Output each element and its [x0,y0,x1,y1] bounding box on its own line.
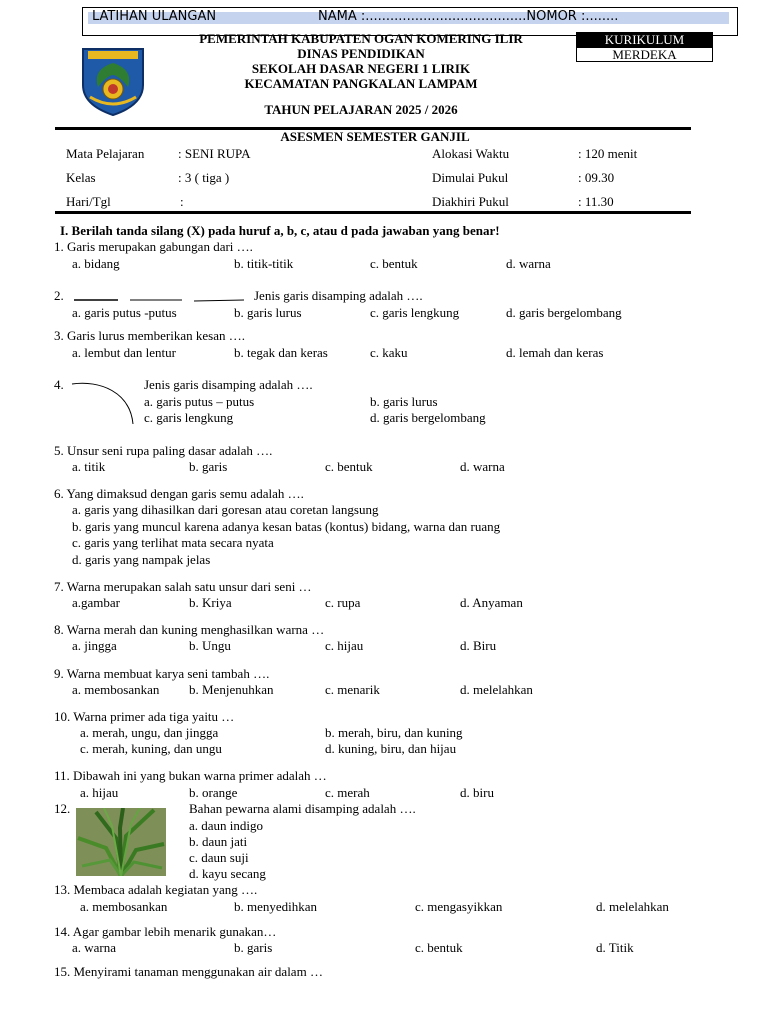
kelas-value: : 3 ( tiga ) [178,170,230,185]
header-line-4: KECAMATAN PANGKALAN LAMPAM [244,76,478,91]
nama-nomor-field[interactable]: NAMA :.......................................NOMOR :........ [318,9,619,24]
q4-option-d[interactable]: d. garis bergelombang [370,410,486,425]
q1-option-c[interactable]: c. bentuk [370,256,418,271]
q14-option-b[interactable]: b. garis [234,940,273,955]
question-4: Jenis garis disamping adalah …. [144,377,313,392]
q3-option-a[interactable]: a. lembut dan lentur [72,345,176,360]
q11-option-b[interactable]: b. orange [189,785,238,800]
q5-option-a[interactable]: a. titik [72,459,106,474]
q10-option-d[interactable]: d. kuning, biru, dan hijau [325,741,457,756]
question-10: 10. Warna primer ada tiga yaitu … [54,709,235,724]
mulai-label: Dimulai Pukul [432,170,509,185]
question-4-number: 4. [54,377,64,392]
q9-option-d[interactable]: d. melelahkan [460,682,533,697]
q5-option-b[interactable]: b. garis [189,459,228,474]
school-year: TAHUN PELAJARAN 2025 / 2026 [264,102,458,117]
info-divider [55,211,691,214]
question-14: 14. Agar gambar lebih menarik gunakan… [54,924,277,939]
question-7: 7. Warna merupakan salah satu unsur dari seni … [54,579,312,594]
q9-option-b[interactable]: b. Menjenuhkan [189,682,274,697]
q3-option-c[interactable]: c. kaku [370,345,408,360]
q12-option-d[interactable]: d. kayu secang [189,866,266,881]
question-15: 15. Menyirami tanaman menggunakan air dalam … [54,964,323,979]
q6-option-b[interactable]: b. garis yang muncul karena adanya kesan batas (kontus) bidang, warna dan ruang [72,519,501,534]
q1-option-d[interactable]: d. warna [506,256,551,271]
q6-option-a[interactable]: a. garis yang dihasilkan dari goresan atau coretan langsung [72,502,379,517]
q10-option-a[interactable]: a. merah, ungu, dan jingga [80,725,219,740]
q12-option-c[interactable]: c. daun suji [189,850,249,865]
question-8: 8. Warna merah dan kuning menghasilkan warna … [54,622,325,637]
q1-option-a[interactable]: a. bidang [72,256,120,271]
question-2-number: 2. [54,288,64,303]
q7-option-a[interactable]: a.gambar [72,595,121,610]
q9-option-a[interactable]: a. membosankan [72,682,160,697]
exam-title: ASESMEN SEMESTER GANJIL [280,129,470,144]
q4-option-b[interactable]: b. garis lurus [370,394,438,409]
q13-option-c[interactable]: c. mengasyikkan [415,899,503,914]
q14-option-a[interactable]: a. warna [72,940,117,955]
merdeka-badge: MERDEKA [576,47,713,62]
question-5: 5. Unsur seni rupa paling dasar adalah …. [54,443,273,458]
q5-option-c[interactable]: c. bentuk [325,459,373,474]
question-6: 6. Yang dimaksud dengan garis semu adalah …. [54,486,304,501]
mapel-label: Mata Pelajaran [66,146,145,161]
header-line-2: DINAS PENDIDIKAN [297,46,425,61]
q8-option-d[interactable]: d. Biru [460,638,497,653]
q13-option-d[interactable]: d. melelahkan [596,899,669,914]
q4-option-c[interactable]: c. garis lengkung [144,410,234,425]
q2-option-c[interactable]: c. garis lengkung [370,305,460,320]
waktu-label: Alokasi Waktu [432,146,510,161]
q10-option-b[interactable]: b. merah, biru, dan kuning [325,725,463,740]
q3-option-d[interactable]: d. lemah dan keras [506,345,604,360]
question-12-number: 12. [54,801,71,816]
line-samples-illustration [72,290,252,302]
question-11: 11. Dibawah ini yang bukan warna primer adalah … [54,768,327,783]
q11-option-a[interactable]: a. hijau [80,785,119,800]
q7-option-c[interactable]: c. rupa [325,595,361,610]
q5-option-d[interactable]: d. warna [460,459,505,474]
question-12: Bahan pewarna alami disamping adalah …. [189,801,416,816]
kelas-label: Kelas [66,170,96,185]
q2-option-d[interactable]: d. garis bergelombang [506,305,622,320]
q12-option-a[interactable]: a. daun indigo [189,818,264,833]
instruction: I. Berilah tanda silang (X) pada huruf a, b, c, atau d pada jawaban yang benar! [60,223,500,238]
q4-option-a[interactable]: a. garis putus – putus [144,394,255,409]
header-line-1: PEMERINTAH KABUPATEN OGAN KOMERING ILIR [199,31,523,46]
mulai-value: : 09.30 [578,170,615,185]
kurikulum-badge: KURIKULUM [576,32,713,47]
q9-option-c[interactable]: c. menarik [325,682,380,697]
q12-option-b[interactable]: b. daun jati [189,834,248,849]
q8-option-c[interactable]: c. hijau [325,638,364,653]
waktu-value: : 120 menit [578,146,638,161]
hari-value[interactable]: : [180,194,184,209]
q7-option-b[interactable]: b. Kriya [189,595,232,610]
q14-option-c[interactable]: c. bentuk [415,940,463,955]
header-line-3: SEKOLAH DASAR NEGERI 1 LIRIK [251,61,471,76]
q8-option-a[interactable]: a. jingga [72,638,117,653]
q7-option-d[interactable]: d. Anyaman [460,595,523,610]
hari-label: Hari/Tgl [66,194,111,209]
q2-option-a[interactable]: a. garis putus -putus [72,305,177,320]
question-3: 3. Garis lurus memberikan kesan …. [54,328,245,343]
mapel-value: : SENI RUPA [178,146,251,161]
q11-option-c[interactable]: c. merah [325,785,370,800]
plant-leaves-icon [76,808,166,876]
latihan-label: LATIHAN ULANGAN [92,9,217,24]
curved-line-illustration [70,378,140,428]
q3-option-b[interactable]: b. tegak dan keras [234,345,328,360]
q14-option-d[interactable]: d. Titik [596,940,634,955]
akhir-value: : 11.30 [578,194,614,209]
q6-option-c[interactable]: c. garis yang terlihat mata secara nyata [72,535,274,550]
q8-option-b[interactable]: b. Ungu [189,638,231,653]
q1-option-b[interactable]: b. titik-titik [234,256,294,271]
akhir-label: Diakhiri Pukul [432,194,509,209]
q13-option-a[interactable]: a. membosankan [80,899,168,914]
q10-option-c[interactable]: c. merah, kuning, dan ungu [80,741,222,756]
q2-option-b[interactable]: b. garis lurus [234,305,302,320]
question-1: 1. Garis merupakan gabungan dari …. [54,239,253,254]
q6-option-d[interactable]: d. garis yang nampak jelas [72,552,211,567]
question-2: Jenis garis disamping adalah …. [254,288,423,303]
question-9: 9. Warna membuat karya seni tambah …. [54,666,270,681]
q13-option-b[interactable]: b. menyedihkan [234,899,318,914]
q11-option-d[interactable]: d. biru [460,785,494,800]
question-13: 13. Membaca adalah kegiatan yang …. [54,882,258,897]
